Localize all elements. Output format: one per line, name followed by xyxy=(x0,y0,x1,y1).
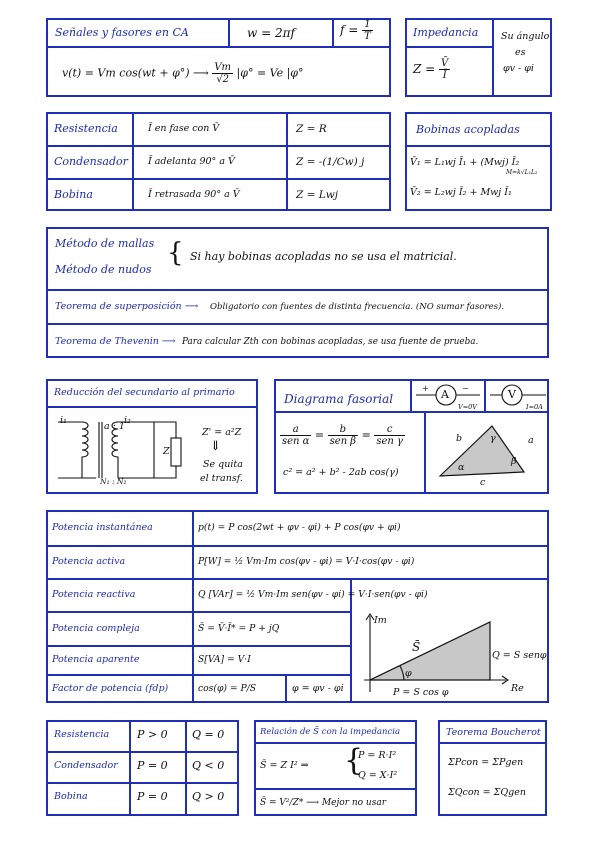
elemento-z: Z = Lwj xyxy=(296,189,338,201)
metodo-mallas: Método de mallas xyxy=(55,237,155,250)
relacion-brace: { xyxy=(344,743,364,778)
pq-q: Q = 0 xyxy=(192,728,225,741)
boucherot-p: ΣPcon = ΣPgen xyxy=(448,757,524,768)
frequency-formula: f = $\frac{1}{T}$ xyxy=(340,19,371,42)
potencia-name: Factor de potencia (fdp) xyxy=(52,683,169,694)
relacion-lhs: S̄ = Z I² ⇒ xyxy=(260,760,309,771)
potencia-formula: cos(φ) = P/S xyxy=(198,683,257,694)
reduccion-i2: i₂ xyxy=(124,415,131,426)
pq-name: Condensador xyxy=(54,760,118,771)
triangle-gamma: γ xyxy=(490,433,496,444)
boucherot-title: Teorema Boucherot xyxy=(446,727,541,738)
reduccion-arrow: ⇓ xyxy=(210,439,221,454)
impedancia-note-1: Su ángulo xyxy=(501,31,550,42)
pq-name: Resistencia xyxy=(54,729,110,740)
reduccion-z: Z xyxy=(163,446,170,457)
triangle-side-a: a xyxy=(528,435,534,446)
reduccion-formula: Z' = a²Z xyxy=(202,427,242,438)
triangle-alpha: α xyxy=(458,462,465,473)
potencia-fdp-extra: φ = φv - φi xyxy=(292,683,344,694)
elemento-name: Bobina xyxy=(54,188,93,201)
power-tri-p: P = S cos φ xyxy=(393,687,449,698)
power-tri-phi: φ xyxy=(405,668,412,679)
relacion-p: P = R·I² xyxy=(358,750,397,761)
superposicion-label: Teorema de superposición ⟶ xyxy=(55,301,199,312)
reduccion-i1: i₁ xyxy=(60,415,67,426)
pq-q: Q > 0 xyxy=(192,790,225,803)
omega-formula: w = 2πf xyxy=(247,26,295,40)
fasorial-title: Diagrama fasorial xyxy=(284,392,394,406)
potencia-name: Potencia aparente xyxy=(52,654,140,665)
potencia-name: Potencia reactiva xyxy=(52,589,136,600)
power-tri-q: Q = S senφ xyxy=(492,650,547,661)
elemento-z: Z = -(1/Cw) j xyxy=(296,156,365,168)
metodos-nota: Si hay bobinas acopladas no se usa el matricial. xyxy=(190,250,457,263)
elemento-name: Resistencia xyxy=(54,122,118,135)
bobinas-title: Bobinas acopladas xyxy=(416,123,520,136)
triangle-diagram xyxy=(436,418,544,490)
relacion-title: Relación de S̄ con la impedancia xyxy=(260,727,401,737)
pq-p: P = 0 xyxy=(137,790,168,803)
reduccion-title: Reducción del secundario al primario xyxy=(54,387,235,398)
ammeter-symbol: A xyxy=(441,388,449,401)
thevenin-text: Para calcular Zth con bobinas acopladas, se usa fuente de prueba. xyxy=(182,337,479,347)
svg-text:+: + xyxy=(422,384,429,393)
impedancia-title: Impedancia xyxy=(413,26,479,39)
power-tri-im: Im xyxy=(374,615,387,626)
bobinas-eq-1-note: M=k√L₁L₂ xyxy=(506,169,538,176)
relacion-bottom: S̄ = V²/Z* ⟶ Mejor no usar xyxy=(260,798,387,808)
reduccion-nratio: N₁ : N₂ xyxy=(100,477,127,486)
potencia-name: Potencia compleja xyxy=(52,623,140,634)
reduccion-ratio: a : 1 xyxy=(104,421,125,432)
thevenin-label: Teorema de Thevenin ⟶ xyxy=(55,336,176,347)
ammeter-note: V=0V xyxy=(458,403,477,411)
impedancia-formula: Z = $\frac{V̄}{Ī}$ xyxy=(413,58,449,81)
metodos-brace: { xyxy=(167,238,184,268)
potencia-name: Potencia activa xyxy=(52,556,126,567)
potencia-name: Potencia instantánea xyxy=(52,522,153,533)
pq-name: Bobina xyxy=(54,791,88,802)
triangle-side-c: c xyxy=(480,477,486,488)
metodo-nudos: Método de nudos xyxy=(55,263,152,276)
elemento-name: Condensador xyxy=(54,155,128,168)
sine-law: $\frac{a}{\text{sen α}}$ = $\frac{b}{\text{sen β}}$ = $\frac{c}{\text{sen γ}}$ xyxy=(282,424,403,447)
impedancia-note-2: es xyxy=(515,47,526,58)
triangle-side-b: b xyxy=(456,433,463,444)
potencia-formula: Q [VAr] = ½ Vm·Im sen(φv - φi) = V·I·sen(φv - φi) xyxy=(198,589,428,600)
elemento-z: Z = R xyxy=(296,123,327,135)
voltmeter-note: I=0A xyxy=(526,403,543,411)
power-tri-s: S̄ xyxy=(412,640,421,654)
reduccion-quita-2: el transf. xyxy=(200,473,243,484)
triangle-beta: β xyxy=(511,456,517,467)
relacion-q: Q = X·I² xyxy=(358,770,398,781)
vt-formula: v(t) = Vm cos(wt + φ°) ⟶ $\frac{Vm}{√2}$ |φ° = Ve |φ° xyxy=(62,62,304,85)
bobinas-eq-2: V̄₂ = L₂wj Ī₂ + Mwj Ī₁ xyxy=(410,187,512,198)
superposicion-text: Obligatorio con fuentes de distinta frecuencia. (NO sumar fasores). xyxy=(210,302,505,312)
pq-q: Q < 0 xyxy=(192,759,225,772)
svg-text:−: − xyxy=(462,384,469,393)
boucherot-q: ΣQcon = ΣQgen xyxy=(448,787,526,798)
ca-title: Señales y fasores en CA xyxy=(55,26,189,39)
power-tri-re: Re xyxy=(511,683,524,694)
elemento-fase: Ī adelanta 90° a V̄ xyxy=(148,156,235,167)
potencia-formula: p(t) = P cos(2wt + φv - φi) + P cos(φv + φi) xyxy=(198,522,401,533)
potencia-formula: S[VA] = V·I xyxy=(198,654,251,665)
pq-p: P = 0 xyxy=(137,759,168,772)
impedancia-note-3: φv - φi xyxy=(503,63,534,74)
pq-p: P > 0 xyxy=(137,728,168,741)
elemento-fase: Ī retrasada 90° a V̄ xyxy=(148,189,240,200)
voltmeter-symbol: V xyxy=(508,388,516,401)
bobinas-eq-1: V̄₁ = L₁wj Ī₁ + (Mwj) Ī₂ xyxy=(410,157,520,168)
potencia-formula: S̄ = V̄·Ī* = P + jQ xyxy=(198,623,280,634)
reduccion-quita-1: Se quita xyxy=(203,459,243,470)
cosine-law: c² = a² + b² - 2ab cos(γ) xyxy=(283,467,399,478)
potencia-formula: P[W] = ½ Vm·Im cos(φv - φi) = V·I·cos(φv - φi) xyxy=(198,556,415,567)
elemento-fase: Ī en fase con V̄ xyxy=(148,123,220,134)
